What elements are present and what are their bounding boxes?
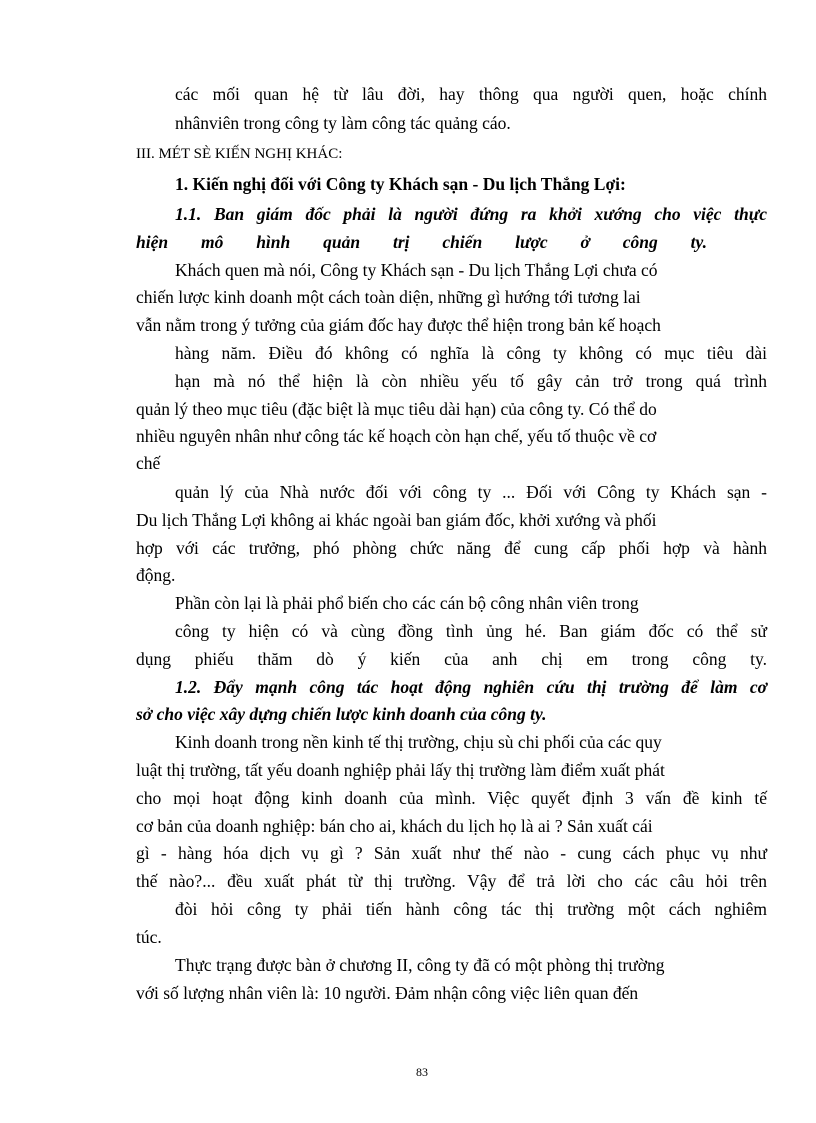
subsection-title: hiện mô hình quản trị chiến lược ở công ty. xyxy=(136,232,707,252)
text-line: chiến lược kinh doanh một cách toàn diện, những gì hướng tới tương lai xyxy=(136,287,641,307)
text-line: với số lượng nhân viên là: 10 người. Đảm nhận công việc liên quan đến xyxy=(136,983,639,1003)
text-line: quản lý theo mục tiêu (đặc biệt là mục tiêu dài hạn) của công ty. Có thể do xyxy=(136,399,657,419)
subsection-heading: 1. Kiến nghị đối với Công ty Khách sạn - Du lịch Thắng Lợi: xyxy=(175,174,626,194)
text-line: hợp với các trưởng, phó phòng chức năng để cung cấp phối hợp và hành xyxy=(136,538,767,558)
subsection-title: sở cho việc xây dựng chiến lược kinh doanh của công ty. xyxy=(136,704,547,724)
text-line: gì - hàng hóa dịch vụ gì ? Sản xuất như thế nào - cung cách phục vụ như xyxy=(136,843,767,863)
text-line: Khách quen mà nói, Công ty Khách sạn - Du lịch Thắng Lợi chưa có xyxy=(175,260,658,280)
text-line: luật thị trường, tất yếu doanh nghiệp phải lấy thị trường làm điểm xuất phát xyxy=(136,760,665,780)
text-line: thế nào?... đều xuất phát từ thị trường. Vậy để trả lời cho các câu hỏi trên xyxy=(136,871,767,891)
text-line: hàng năm. Điều đó không có nghĩa là công ty không có mục tiêu dài xyxy=(175,343,767,363)
page-number: 83 xyxy=(416,1065,428,1079)
text-line: nhiều nguyên nhân như công tác kế hoạch còn hạn chế, yếu tố thuộc về cơ xyxy=(136,426,657,446)
text-line: nhânviên trong công ty làm công tác quảng cáo. xyxy=(175,113,511,133)
section-heading: III. MÉT SÈ KIẾN NGHỊ KHÁC: xyxy=(136,146,343,162)
text-line: cho mọi hoạt động kinh doanh của mình. Việc quyết định 3 vấn đề kinh tế xyxy=(136,788,767,808)
text-line: cơ bản của doanh nghiệp: bán cho ai, khách du lịch họ là ai ? Sản xuất cái xyxy=(136,816,653,836)
text-line: túc. xyxy=(136,927,162,947)
subsection-title: 1.2. Đẩy mạnh công tác hoạt động nghiên cứu thị trường để làm cơ xyxy=(175,677,767,697)
text-line: chế xyxy=(136,453,161,473)
text-line: dụng phiếu thăm dò ý kiến của anh chị em trong công ty. xyxy=(136,649,767,669)
text-line: Phần còn lại là phải phổ biến cho các cán bộ công nhân viên trong xyxy=(175,593,639,613)
text-line: vẫn nằm trong ý tưởng của giám đốc hay được thể hiện trong bản kế hoạch xyxy=(136,315,661,335)
text-line: Du lịch Thắng Lợi không ai khác ngoài ban giám đốc, khởi xướng và phối xyxy=(136,510,657,530)
text-line: Kinh doanh trong nền kinh tế thị trường, chịu sù chi phối của các quy xyxy=(175,732,662,752)
subsection-title: 1.1. Ban giám đốc phải là người đứng ra khởi xướng cho việc thực xyxy=(175,204,767,224)
text-line: công ty hiện có và cùng đồng tình ủng hé. Ban giám đốc có thể sử xyxy=(175,621,767,641)
text-line: quản lý của Nhà nước đối với công ty ... Đối với Công ty Khách sạn - xyxy=(175,482,767,502)
text-line: Thực trạng được bàn ở chương II, công ty đã có một phòng thị trường xyxy=(175,955,665,975)
text-line: động. xyxy=(136,565,176,585)
text-line: các mối quan hệ từ lâu đời, hay thông qua người quen, hoặc chính xyxy=(175,84,767,104)
text-line: đòi hỏi công ty phải tiến hành công tác thị trường một cách nghiêm xyxy=(175,899,767,919)
text-line: hạn mà nó thể hiện là còn nhiều yếu tố gây cản trở trong quá trình xyxy=(175,371,767,391)
